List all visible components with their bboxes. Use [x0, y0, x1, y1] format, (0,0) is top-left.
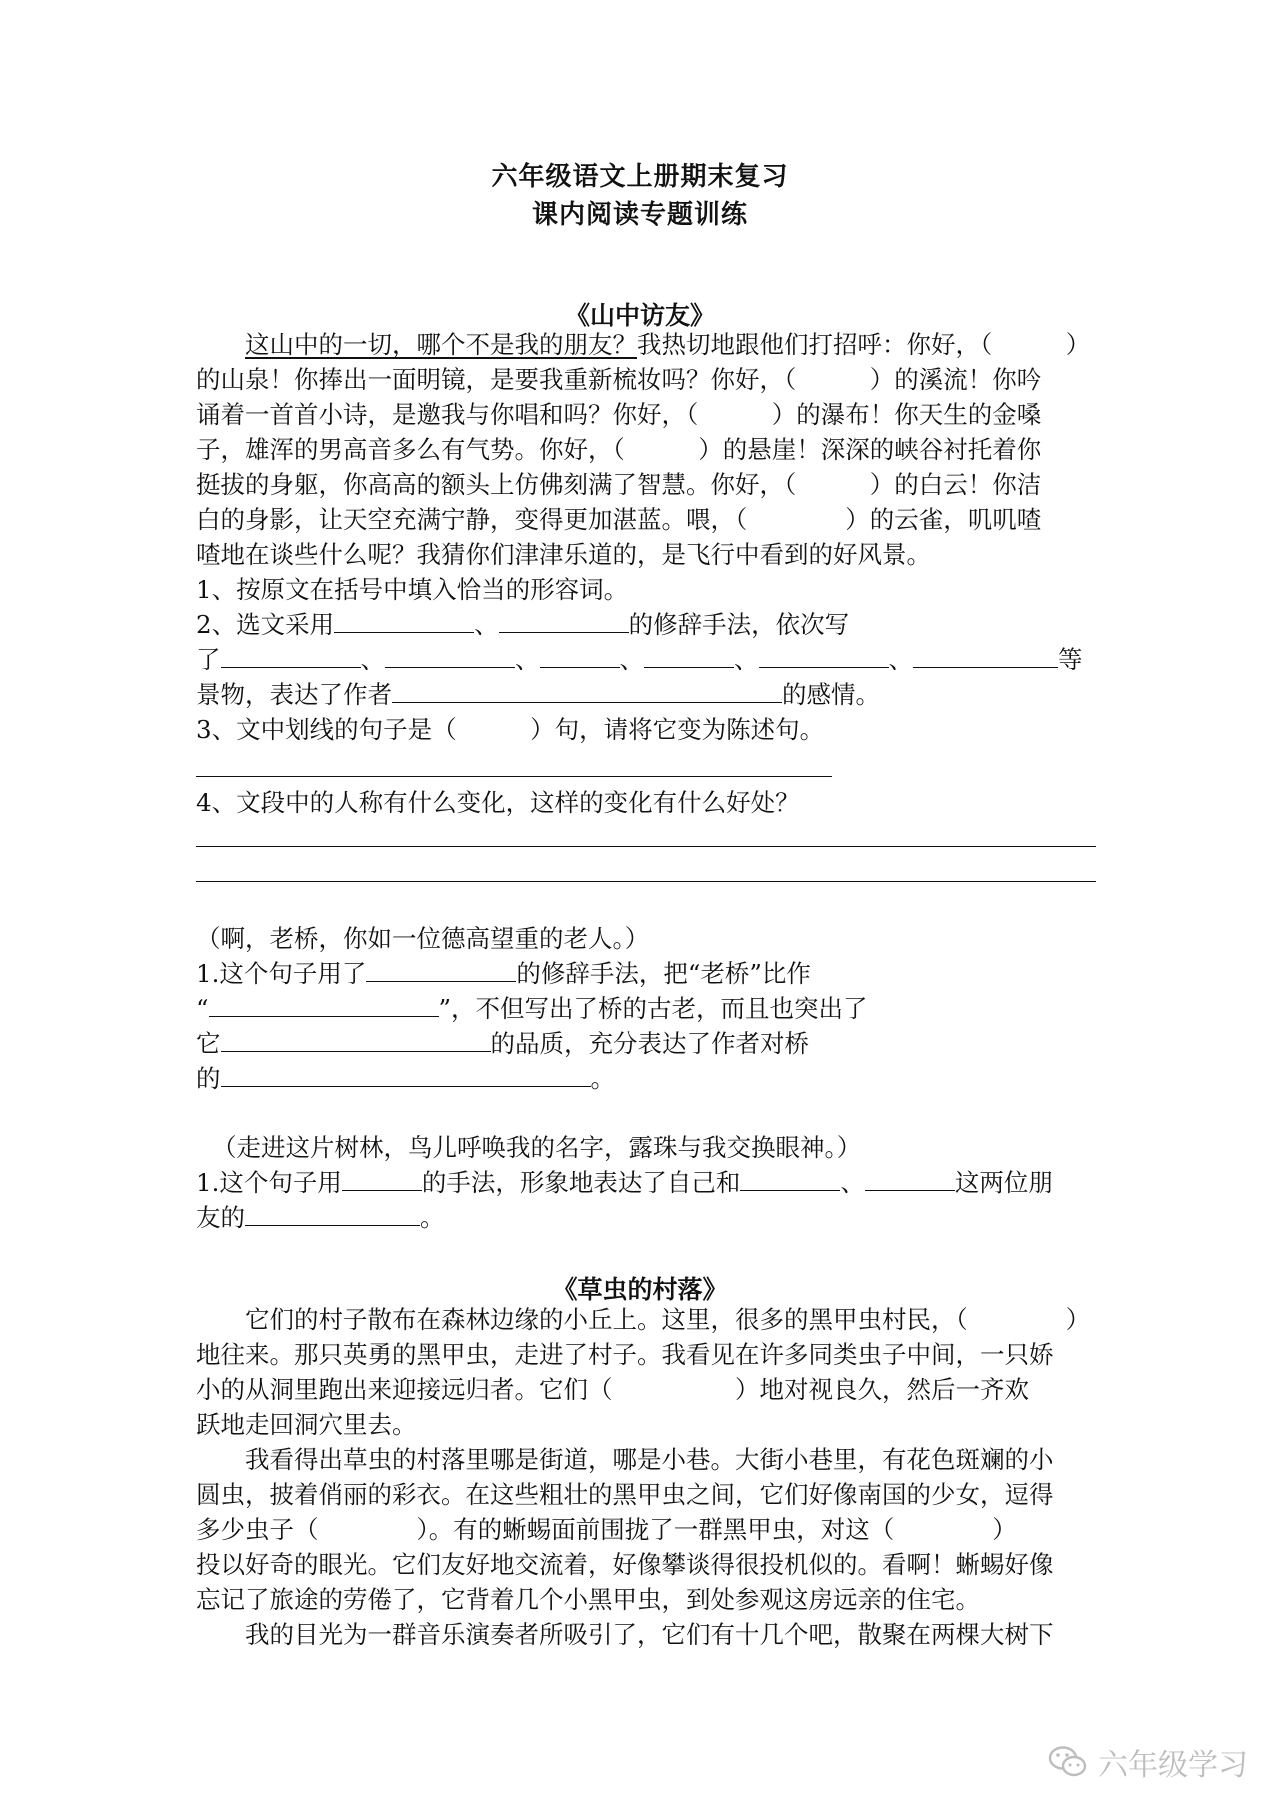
question-laoqiao-cont	[196, 1062, 615, 1096]
watermark-text: 六年级学习	[1098, 1748, 1248, 1783]
answer-blank[interactable]	[540, 645, 620, 668]
separator: 、	[888, 645, 913, 674]
answer-blank[interactable]	[913, 645, 1058, 668]
passage-line: 忘记了旅途的劳倦了，它背着几个小黑甲虫，到处参观这房远亲的住宅。	[196, 1585, 980, 1614]
passage-text: 我热切地跟他们打招呼：你好，（ ）	[637, 330, 1091, 359]
question-text: 、	[474, 610, 499, 639]
answer-blank[interactable]	[499, 610, 629, 633]
question-text: 的手法，形象地表达了自己和	[421, 1168, 741, 1197]
question-text: 了	[196, 645, 221, 674]
question-laoqiao	[196, 957, 811, 991]
question-4: 4、文段中的人称有什么变化，这样的变化有什么好处？	[196, 788, 800, 817]
question-text: 的品质，充分表达了作者对桥	[490, 1029, 809, 1058]
question-text: 的修辞手法，依次写	[628, 610, 850, 639]
question-text: 它	[196, 1029, 221, 1058]
quote-sentence: （啊，老桥，你如一位德高望重的老人。）	[196, 924, 650, 953]
passage-line: 小的从洞里跑出来迎接远归者。它们（ ）地对视良久，然后一齐欢	[196, 1375, 1029, 1404]
question-shulin	[196, 1166, 1053, 1200]
separator: 、	[360, 645, 385, 674]
answer-blank[interactable]	[221, 1064, 591, 1087]
answer-blank[interactable]	[644, 645, 734, 668]
question-text: 的感情。	[782, 680, 880, 709]
answer-line[interactable]	[196, 776, 832, 777]
answer-blank[interactable]	[221, 1029, 491, 1052]
passage-line: 圆虫，披着俏丽的彩衣。在这些粗壮的黑甲虫之间，它们好像南国的少女，逗得	[196, 1480, 1054, 1509]
question-text: 的	[196, 1064, 221, 1093]
passage-line	[245, 328, 1090, 362]
passage-line: 多少虫子（ ）。有的蜥蜴面前围拢了一群黑甲虫，对这（ ）	[196, 1515, 1017, 1544]
passage-line: 我的目光为一群音乐演奏者所吸引了，它们有十几个吧，散聚在两棵大树下	[245, 1620, 1054, 1649]
answer-blank[interactable]	[342, 1168, 422, 1191]
question-text: ”，不但写出了桥的古老，而且也突出了	[438, 994, 868, 1023]
answer-blank[interactable]	[865, 1168, 955, 1191]
question-shulin-cont	[196, 1201, 445, 1235]
passage-line: 的山泉！你捧出一面明镜，是要我重新梳妆吗？你好，（ ）的溪流！你吟	[196, 365, 1042, 394]
section-title-caochong: 《草虫的村落》	[552, 1275, 728, 1304]
question-text: 。	[590, 1064, 615, 1093]
question-text: 。	[420, 1203, 445, 1232]
separator: 、	[515, 645, 540, 674]
answer-line[interactable]	[196, 881, 1096, 882]
answer-blank[interactable]	[334, 610, 474, 633]
question-text: 2、选文采用	[196, 610, 335, 639]
question-text: 、	[840, 1168, 865, 1197]
question-text: 友的	[196, 1203, 245, 1232]
quote-sentence: （走进这片树林，鸟儿呼唤我的名字，露珠与我交换眼神。）	[212, 1133, 862, 1162]
watermark	[1048, 1740, 1248, 1784]
question-2-cont	[196, 643, 1083, 677]
passage-line: 我看得出草虫的村落里哪是街道，哪是小巷。大街小巷里，有花色斑斓的小	[245, 1445, 1054, 1474]
separator: 、	[734, 645, 759, 674]
answer-blank[interactable]	[245, 1203, 420, 1226]
passage-line: 子，雄浑的男高音多么有气势。你好，（ ）的悬崖！深深的峡谷衬托着你	[196, 435, 1042, 464]
question-laoqiao-cont	[196, 992, 868, 1026]
passage-line: 诵着一首首小诗，是邀我与你唱和吗？你好，（ ）的瀑布！你天生的金嗓	[196, 400, 1042, 429]
question-2	[196, 608, 849, 642]
underlined-sentence: 这山中的一切，哪个不是我的朋友？	[245, 330, 637, 359]
answer-blank[interactable]	[385, 645, 515, 668]
wechat-icon	[1048, 1745, 1088, 1779]
passage-line: 跃地走回洞穴里去。	[196, 1410, 417, 1439]
answer-line[interactable]	[196, 846, 1096, 847]
question-2-cont	[196, 678, 880, 712]
question-laoqiao-cont	[196, 1027, 809, 1061]
question-text: 的修辞手法，把“老桥”比作	[516, 959, 811, 988]
passage-line: 挺拔的身躯，你高高的额头上仿佛刻满了智慧。你好，（ ）的白云！你洁	[196, 470, 1042, 499]
question-text: “	[196, 994, 209, 1023]
page-subtitle: 课内阅读专题训练	[531, 200, 748, 230]
question-1: 1、按原文在括号中填入恰当的形容词。	[196, 575, 629, 604]
answer-blank[interactable]	[209, 994, 439, 1017]
section-title-shanzhong: 《山中访友》	[564, 301, 715, 330]
answer-blank[interactable]	[366, 959, 516, 982]
passage-line: 地往来。那只英勇的黑甲虫，走进了村子。我看见在许多同类虫子中间，一只娇	[196, 1340, 1054, 1369]
question-text: 这两位朋	[954, 1168, 1053, 1197]
question-3: 3、文中划线的句子是（ ）句，请将它变为陈述句。	[196, 715, 825, 744]
question-text: 景物，表达了作者	[196, 680, 392, 709]
question-text: 等	[1058, 645, 1083, 674]
answer-blank[interactable]	[392, 680, 782, 703]
page-title: 六年级语文上册期末复习	[491, 162, 789, 192]
passage-line: 投以好奇的眼光。它们友好地交流着，好像攀谈得很投机似的。看啊！蜥蜴好像	[196, 1550, 1054, 1579]
answer-blank[interactable]	[740, 1168, 840, 1191]
separator: 、	[619, 645, 644, 674]
question-text: 1.这个句子用了	[196, 959, 367, 988]
answer-blank[interactable]	[221, 645, 361, 668]
passage-line: 喳地在谈些什么呢？我猜你们津津乐道的，是飞行中看到的好风景。	[196, 540, 931, 569]
answer-blank[interactable]	[759, 645, 889, 668]
passage-line: 它们的村子散布在森林边缘的小丘上。这里，很多的黑甲虫村民，（ ）	[245, 1305, 1091, 1334]
passage-line: 白的身影，让天空充满宁静，变得更加湛蓝。喂，（ ）的云雀，叽叽喳	[196, 505, 1042, 534]
question-text: 1.这个句子用	[196, 1168, 342, 1197]
